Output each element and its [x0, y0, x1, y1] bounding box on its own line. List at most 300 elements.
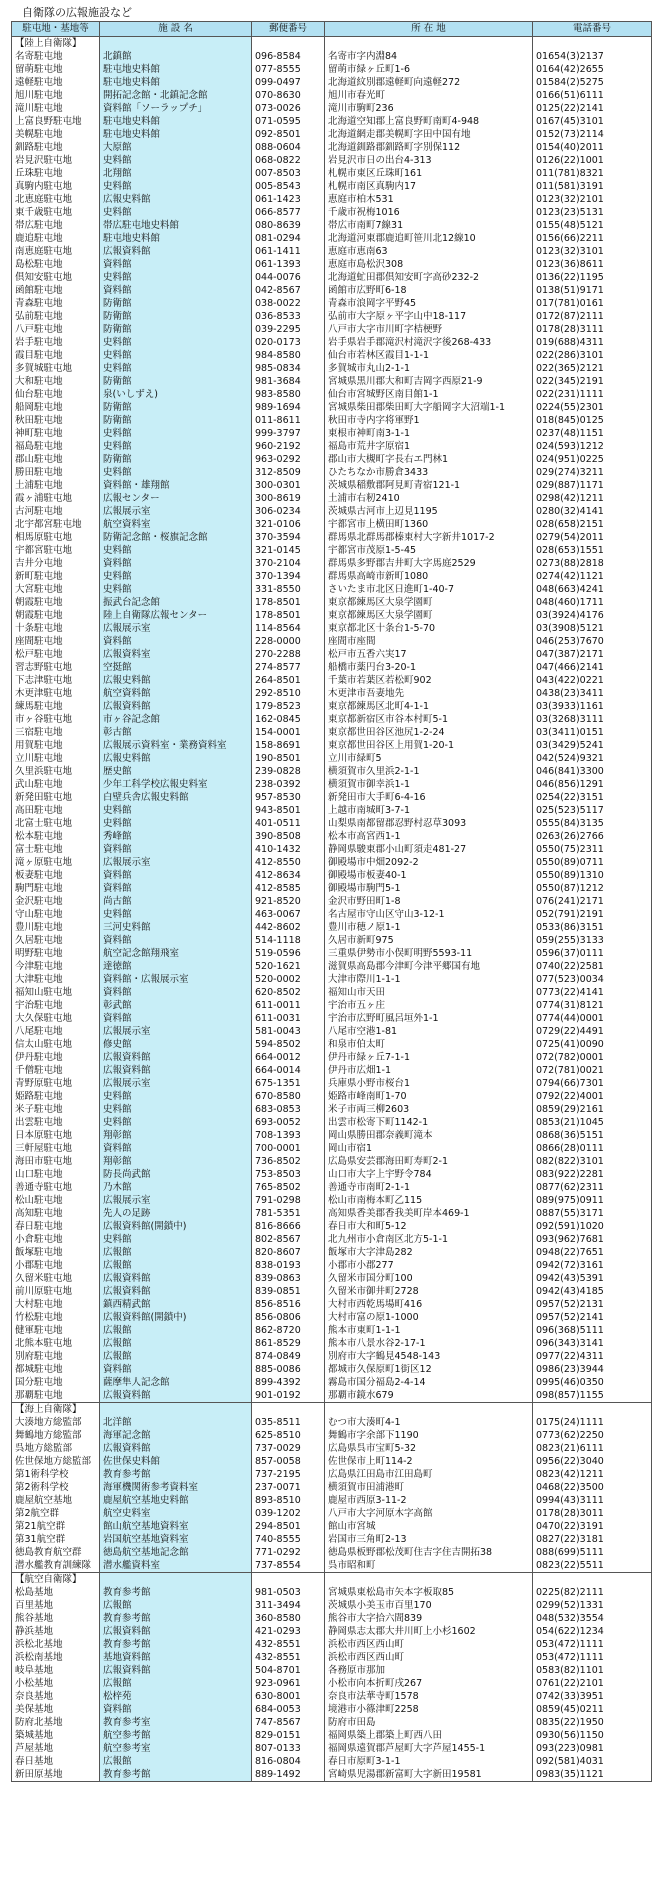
phone-cell: 022(231)1111: [533, 388, 652, 401]
address-cell: 岩見沢市日の出台4-313: [325, 154, 533, 167]
address-cell: 境港市小篠津町2258: [325, 1703, 533, 1716]
base-name-cell: 名寄駐屯地: [12, 50, 100, 63]
base-name-cell: 奈良基地: [12, 1690, 100, 1703]
postal-code-cell: 899-4392: [252, 1376, 325, 1389]
base-name-cell: 舞鶴地方総監部: [12, 1429, 100, 1442]
postal-code-cell: 036-8533: [252, 310, 325, 323]
base-name-cell: 駒門駐屯地: [12, 882, 100, 895]
phone-cell: 0166(51)6111: [533, 89, 652, 102]
base-name-cell: 高知駐屯地: [12, 1207, 100, 1220]
facility-name-cell: 史料館: [100, 583, 252, 596]
facility-name-cell: 館山航空基地資料室: [100, 1520, 252, 1533]
table-row: [12, 1651, 652, 1664]
table-row: [12, 1742, 652, 1755]
facility-name-cell: 広報館: [100, 1755, 252, 1768]
phone-cell: 0823(21)6111: [533, 1442, 652, 1455]
postal-code-cell: 412-8585: [252, 882, 325, 895]
table-row: [12, 531, 652, 544]
base-name-cell: 帯広駐屯地: [12, 219, 100, 232]
postal-code-cell: 237-0071: [252, 1481, 325, 1494]
address-cell: 館山市宮城: [325, 1520, 533, 1533]
base-name-cell: 船岡駐屯地: [12, 401, 100, 414]
phone-cell: 053(472)1111: [533, 1651, 652, 1664]
table-row: [12, 1363, 652, 1376]
phone-cell: 03(3429)5241: [533, 739, 652, 752]
phone-cell: 043(422)0221: [533, 674, 652, 687]
base-name-cell: 朝霞駐屯地: [12, 609, 100, 622]
table-row: [12, 466, 652, 479]
postal-code-cell: 321-0145: [252, 544, 325, 557]
facility-name-cell: 資料館: [100, 1012, 252, 1025]
postal-code-cell: 736-8502: [252, 1155, 325, 1168]
base-name-cell: 吉井分屯地: [12, 557, 100, 570]
facility-name-cell: 広報資料室: [100, 648, 252, 661]
base-name-cell: 伊丹駐屯地: [12, 1051, 100, 1064]
table-row: [12, 336, 652, 349]
address-cell: 出雲市松寄下町1142-1: [325, 1116, 533, 1129]
phone-cell: 077(523)0034: [533, 973, 652, 986]
facility-name-cell: 翔彰館: [100, 1129, 252, 1142]
table-row: [12, 1324, 652, 1337]
base-name-cell: 北富士駐屯地: [12, 817, 100, 830]
facility-name-cell: 航空史料室: [100, 1507, 252, 1520]
base-name-cell: 久居駐屯地: [12, 934, 100, 947]
table-row: [12, 141, 652, 154]
base-name-cell: 大久保駐屯地: [12, 1012, 100, 1025]
phone-cell: 028(658)2151: [533, 518, 652, 531]
phone-cell: 0583(82)1101: [533, 1664, 652, 1677]
facility-name-cell: 教育参考館: [100, 1638, 252, 1651]
postal-code-cell: 238-0392: [252, 778, 325, 791]
facility-name-cell: 史料館: [100, 206, 252, 219]
table-row: [12, 830, 652, 843]
postal-code-cell: 370-1394: [252, 570, 325, 583]
base-name-cell: 北恵庭駐屯地: [12, 193, 100, 206]
table-row: [12, 1494, 652, 1507]
address-cell: 鹿屋市西原3-11-2: [325, 1494, 533, 1507]
address-cell: 霧島市国分福島2-4-14: [325, 1376, 533, 1389]
base-name-cell: 郡山駐屯地: [12, 453, 100, 466]
facility-name-cell: 航空参考室: [100, 1742, 252, 1755]
facility-name-cell: 史料館: [100, 440, 252, 453]
address-cell: 千葉市若葉区若松町902: [325, 674, 533, 687]
address-cell: 那覇市鏡水679: [325, 1389, 533, 1403]
facility-name-cell: 広報館: [100, 1324, 252, 1337]
postal-code-cell: 581-0043: [252, 1025, 325, 1038]
address-cell: 宇治市五ヶ庄: [325, 999, 533, 1012]
address-cell: 大村市西乾馬場町416: [325, 1298, 533, 1311]
address-cell: 宇都宮市上横田町1360: [325, 518, 533, 531]
table-row: [12, 505, 652, 518]
address-cell: 山梨県南都留郡忍野村忍草3093: [325, 817, 533, 830]
phone-cell: 0136(22)1195: [533, 271, 652, 284]
table-row: [12, 895, 652, 908]
facility-name-cell: 北翔館: [100, 167, 252, 180]
address-cell: 各務原市那加: [325, 1664, 533, 1677]
postal-code-cell: 923-0961: [252, 1677, 325, 1690]
base-name-cell: 松島基地: [12, 1586, 100, 1599]
postal-code-cell: 747-8567: [252, 1716, 325, 1729]
postal-code-cell: 154-0001: [252, 726, 325, 739]
address-cell: 福島市荒井字原宿1: [325, 440, 533, 453]
section-empty-cell: [325, 1403, 533, 1417]
address-cell: 都城市久保原町1街区12: [325, 1363, 533, 1376]
postal-code-cell: 038-0022: [252, 297, 325, 310]
postal-code-cell: 300-8619: [252, 492, 325, 505]
phone-cell: 011(581)3191: [533, 180, 652, 193]
phone-cell: 03(3924)4176: [533, 609, 652, 622]
column-header-base: 駐屯地・基地等: [12, 22, 100, 37]
facility-name-cell: 三河史料館: [100, 921, 252, 934]
facility-name-cell: 広報資料館(開鎖中): [100, 1311, 252, 1324]
base-name-cell: 小倉駐屯地: [12, 1233, 100, 1246]
base-name-cell: 弘前駐屯地: [12, 310, 100, 323]
postal-code-cell: 061-1393: [252, 258, 325, 271]
address-cell: 北海道虻田郡倶知安町字高砂232-2: [325, 271, 533, 284]
base-name-cell: 神町駐屯地: [12, 427, 100, 440]
base-name-cell: 習志野駐屯地: [12, 661, 100, 674]
postal-code-cell: 432-8551: [252, 1651, 325, 1664]
phone-cell: 0887(55)3171: [533, 1207, 652, 1220]
phone-cell: 046(841)3300: [533, 765, 652, 778]
phone-cell: 0555(84)3135: [533, 817, 652, 830]
phone-cell: 0154(40)2011: [533, 141, 652, 154]
base-name-cell: 八戸駐屯地: [12, 323, 100, 336]
phone-cell: 0123(32)2101: [533, 193, 652, 206]
phone-cell: 0835(22)1950: [533, 1716, 652, 1729]
postal-code-cell: 960-2192: [252, 440, 325, 453]
phone-cell: 0125(22)2141: [533, 102, 652, 115]
table-row: [12, 1586, 652, 1599]
table-row: [12, 687, 652, 700]
facility-name-cell: 防衛館: [100, 401, 252, 414]
postal-code-cell: 080-8639: [252, 219, 325, 232]
phone-cell: 0823(42)1211: [533, 1468, 652, 1481]
address-cell: 滝川市駒町236: [325, 102, 533, 115]
address-cell: 横須賀市御幸浜1-1: [325, 778, 533, 791]
base-name-cell: 多賀城駐屯地: [12, 362, 100, 375]
postal-code-cell: 771-0292: [252, 1546, 325, 1559]
base-name-cell: 小郡駐屯地: [12, 1259, 100, 1272]
facility-name-cell: 広報展示室: [100, 505, 252, 518]
base-name-cell: 留萌駐屯地: [12, 63, 100, 76]
phone-cell: 0126(22)1001: [533, 154, 652, 167]
table-row: [12, 713, 652, 726]
phone-cell: 0254(22)3151: [533, 791, 652, 804]
table-row: [12, 739, 652, 752]
postal-code-cell: 042-8567: [252, 284, 325, 297]
table-row: [12, 440, 652, 453]
table-row: [12, 609, 652, 622]
facility-name-cell: 徳島航空基地記念館: [100, 1546, 252, 1559]
table-row: [12, 219, 652, 232]
postal-code-cell: 802-8567: [252, 1233, 325, 1246]
phone-cell: 098(857)1155: [533, 1389, 652, 1403]
address-cell: 名寄市字内淵84: [325, 50, 533, 63]
facility-name-cell: 広報資料館: [100, 245, 252, 258]
phone-cell: 0273(88)2818: [533, 557, 652, 570]
phone-cell: 0866(28)0111: [533, 1142, 652, 1155]
phone-cell: 0986(23)3944: [533, 1363, 652, 1376]
base-name-cell: 鹿屋航空基地: [12, 1494, 100, 1507]
facility-name-cell: 資料館・広報展示室: [100, 973, 252, 986]
postal-code-cell: 983-8580: [252, 388, 325, 401]
table-row: [12, 50, 652, 63]
facility-name-cell: 広報資料館: [100, 1064, 252, 1077]
postal-code-cell: 839-0851: [252, 1285, 325, 1298]
phone-cell: 0155(48)5121: [533, 219, 652, 232]
address-cell: 東京都練馬区大泉学園町: [325, 609, 533, 622]
table-row: [12, 1638, 652, 1651]
base-name-cell: 滝ヶ原駐屯地: [12, 856, 100, 869]
facility-name-cell: 資料館: [100, 1142, 252, 1155]
postal-code-cell: 300-0301: [252, 479, 325, 492]
table-row: [12, 1729, 652, 1742]
facility-name-cell: 基地資料館: [100, 1651, 252, 1664]
phone-cell: 0438(23)3411: [533, 687, 652, 700]
phone-cell: 0930(56)1150: [533, 1729, 652, 1742]
column-header-phone: 電話番号: [533, 22, 652, 37]
table-row: [12, 882, 652, 895]
table-row: [12, 1285, 652, 1298]
postal-code-cell: 862-8720: [252, 1324, 325, 1337]
facility-name-cell: 教育参考室: [100, 1716, 252, 1729]
phone-cell: 093(962)7681: [533, 1233, 652, 1246]
phone-cell: 0164(42)2655: [533, 63, 652, 76]
address-cell: 久留米市国分町100: [325, 1272, 533, 1285]
base-name-cell: 立川駐屯地: [12, 752, 100, 765]
document-title: 自衛隊の広報施設など: [22, 6, 132, 19]
base-name-cell: 青野原駐屯地: [12, 1077, 100, 1090]
address-cell: 横須賀市田浦港町: [325, 1481, 533, 1494]
postal-code-cell: 239-0828: [252, 765, 325, 778]
table-row: [12, 1246, 652, 1259]
postal-code-cell: 463-0067: [252, 908, 325, 921]
facility-name-cell: 防衛館: [100, 453, 252, 466]
phone-cell: 0827(22)3181: [533, 1533, 652, 1546]
postal-code-cell: 791-0298: [252, 1194, 325, 1207]
facility-name-cell: 鹿屋航空基地史料館: [100, 1494, 252, 1507]
base-name-cell: 出雲駐屯地: [12, 1116, 100, 1129]
facility-name-cell: 薩摩隼人記念館: [100, 1376, 252, 1389]
postal-code-cell: 158-8691: [252, 739, 325, 752]
postal-code-cell: 321-0106: [252, 518, 325, 531]
table-row: [12, 401, 652, 414]
address-cell: 静岡県志太郡大井川町上小杉1602: [325, 1625, 533, 1638]
postal-code-cell: 370-3594: [252, 531, 325, 544]
phone-cell: 0550(89)1310: [533, 869, 652, 882]
base-name-cell: 座間駐屯地: [12, 635, 100, 648]
postal-code-cell: 816-8666: [252, 1220, 325, 1233]
table-row: [12, 1546, 652, 1559]
phone-cell: 052(791)2191: [533, 908, 652, 921]
address-cell: ひたちなか市勝倉3433: [325, 466, 533, 479]
facility-name-cell: 広報資料館: [100, 700, 252, 713]
phone-cell: 072(782)0001: [533, 1051, 652, 1064]
section-header-row: [12, 1573, 652, 1587]
table-row: [12, 752, 652, 765]
facility-name-cell: 史料館: [100, 349, 252, 362]
table-row: [12, 947, 652, 960]
address-cell: 仙台市若林区霞目1-1-1: [325, 349, 533, 362]
address-cell: 旭川市春光町: [325, 89, 533, 102]
facility-name-cell: 史料館: [100, 466, 252, 479]
address-cell: 横須賀市久里浜2-1-1: [325, 765, 533, 778]
table-row: [12, 362, 652, 375]
table-row: [12, 622, 652, 635]
phone-cell: 03(3908)5121: [533, 622, 652, 635]
base-name-cell: 北宇都宮駐屯地: [12, 518, 100, 531]
base-name-cell: 防府北基地: [12, 1716, 100, 1729]
postal-code-cell: 989-1694: [252, 401, 325, 414]
phone-cell: 0742(33)3951: [533, 1690, 652, 1703]
base-name-cell: 別府駐屯地: [12, 1350, 100, 1363]
table-row: [12, 1116, 652, 1129]
phone-cell: 0533(86)3151: [533, 921, 652, 934]
table-row: [12, 128, 652, 141]
facility-name-cell: 防衛館: [100, 414, 252, 427]
postal-code-cell: 274-8577: [252, 661, 325, 674]
facility-name-cell: 駐屯地史料館: [100, 115, 252, 128]
phone-cell: 0172(87)2111: [533, 310, 652, 323]
phone-cell: 0729(22)4491: [533, 1025, 652, 1038]
facility-name-cell: 資料館「ソーラップチ」: [100, 102, 252, 115]
base-name-cell: 築城基地: [12, 1729, 100, 1742]
postal-code-cell: 857-0058: [252, 1455, 325, 1468]
phone-cell: 093(223)0981: [533, 1742, 652, 1755]
base-name-cell: 芦屋基地: [12, 1742, 100, 1755]
base-name-cell: 真駒内駐屯地: [12, 180, 100, 193]
table-row: [12, 375, 652, 388]
base-name-cell: 宇都宮駐屯地: [12, 544, 100, 557]
facility-name-cell: 教育参考館: [100, 1586, 252, 1599]
postal-code-cell: 889-1492: [252, 1768, 325, 1782]
base-name-cell: 下志津駐屯地: [12, 674, 100, 687]
phone-cell: 072(781)0021: [533, 1064, 652, 1077]
facility-name-cell: 航空資料館: [100, 687, 252, 700]
address-cell: 御殿場市板妻40-1: [325, 869, 533, 882]
base-name-cell: 信太山駐屯地: [12, 1038, 100, 1051]
base-name-cell: 松戸駐屯地: [12, 648, 100, 661]
table-row: [12, 1077, 652, 1090]
base-name-cell: 守山駐屯地: [12, 908, 100, 921]
facility-name-cell: 資料館: [100, 258, 252, 271]
table-row: [12, 1012, 652, 1025]
table-row: [12, 414, 652, 427]
address-cell: 北海道紋別郡遠軽町向遠軽272: [325, 76, 533, 89]
base-name-cell: 佐世保地方総監部: [12, 1455, 100, 1468]
address-cell: 仙台市宮城野区南目館1-1: [325, 388, 533, 401]
phone-cell: 0123(36)8611: [533, 258, 652, 271]
postal-code-cell: 807-0133: [252, 1742, 325, 1755]
base-name-cell: 海田市駐屯地: [12, 1155, 100, 1168]
facility-name-cell: 広報館: [100, 1677, 252, 1690]
section-label: 【海上自衛隊】: [12, 1403, 100, 1417]
facility-name-cell: 史料館: [100, 544, 252, 557]
phone-cell: 0123(23)5131: [533, 206, 652, 219]
address-cell: 八戸市大字市川町字桔梗野: [325, 323, 533, 336]
facility-name-cell: 防衛館: [100, 375, 252, 388]
facility-name-cell: 陸上自衛隊広報センター: [100, 609, 252, 622]
facility-name-cell: 駐屯地史料館: [100, 232, 252, 245]
facility-name-cell: 航空資料室: [100, 518, 252, 531]
postal-code-cell: 611-0031: [252, 1012, 325, 1025]
table-row: [12, 570, 652, 583]
postal-code-cell: 410-1432: [252, 843, 325, 856]
base-name-cell: 丘珠駐屯地: [12, 167, 100, 180]
base-name-cell: 木更津駐屯地: [12, 687, 100, 700]
postal-code-cell: 981-0503: [252, 1586, 325, 1599]
address-cell: 奈良市法華寺町1578: [325, 1690, 533, 1703]
base-name-cell: 美幌駐屯地: [12, 128, 100, 141]
address-cell: 帯広市南町7線31: [325, 219, 533, 232]
table-row: [12, 1337, 652, 1350]
table-row: [12, 856, 652, 869]
table-row: [12, 167, 652, 180]
address-cell: 秋田市寺内字将軍野1: [325, 414, 533, 427]
facility-name-cell: 広報館: [100, 1246, 252, 1259]
base-name-cell: 第2航空群: [12, 1507, 100, 1520]
section-empty-cell: [100, 37, 252, 51]
table-row: [12, 583, 652, 596]
address-cell: 浜松市西区西山町: [325, 1651, 533, 1664]
base-name-cell: 姫路駐屯地: [12, 1090, 100, 1103]
address-cell: 松戸市五香六実17: [325, 648, 533, 661]
postal-code-cell: 073-0026: [252, 102, 325, 115]
postal-code-cell: 874-0849: [252, 1350, 325, 1363]
phone-cell: 042(524)9321: [533, 752, 652, 765]
phone-cell: 0237(48)1151: [533, 427, 652, 440]
phone-cell: 0957(52)2131: [533, 1298, 652, 1311]
table-row: [12, 1298, 652, 1311]
postal-code-cell: 044-0076: [252, 271, 325, 284]
address-cell: 福知山市天田: [325, 986, 533, 999]
address-cell: 群馬県多野郡吉井町大字馬庭2529: [325, 557, 533, 570]
base-name-cell: 米子駐屯地: [12, 1103, 100, 1116]
base-name-cell: 松本駐屯地: [12, 830, 100, 843]
table-row: [12, 960, 652, 973]
address-cell: 東京都世田谷区上用賀1-20-1: [325, 739, 533, 752]
base-name-cell: 北熊本駐屯地: [12, 1337, 100, 1350]
postal-code-cell: 921-8520: [252, 895, 325, 908]
facility-name-cell: 資料館: [100, 1703, 252, 1716]
base-name-cell: 市ヶ谷駐屯地: [12, 713, 100, 726]
facility-name-cell: 開拓記念館・北鎮記念館: [100, 89, 252, 102]
postal-code-cell: 504-8701: [252, 1664, 325, 1677]
address-cell: 伊丹市広畑1-1: [325, 1064, 533, 1077]
table-row: [12, 596, 652, 609]
facility-name-cell: 資料館・雄翔館: [100, 479, 252, 492]
facility-name-cell: 教育参考館: [100, 1612, 252, 1625]
postal-code-cell: 820-8607: [252, 1246, 325, 1259]
postal-code-cell: 611-0011: [252, 999, 325, 1012]
address-cell: 春日市原町3-1-1: [325, 1755, 533, 1768]
facility-name-cell: 広報資料館: [100, 1285, 252, 1298]
address-cell: 福岡県遠賀郡芦屋町大字芦屋1455-1: [325, 1742, 533, 1755]
facility-name-cell: 達徳館: [100, 960, 252, 973]
facility-name-cell: 広報センター: [100, 492, 252, 505]
base-name-cell: 倶知安駐屯地: [12, 271, 100, 284]
table-row: [12, 986, 652, 999]
facility-name-cell: 史料館: [100, 336, 252, 349]
address-cell: 北海道空知郡上富良野町南町4-948: [325, 115, 533, 128]
phone-cell: 0774(31)8121: [533, 999, 652, 1012]
table-header-row: [12, 22, 652, 37]
base-name-cell: 日本原駐屯地: [12, 1129, 100, 1142]
facility-name-cell: 広報史料館: [100, 193, 252, 206]
phone-cell: 096(368)5111: [533, 1324, 652, 1337]
base-name-cell: 山口駐屯地: [12, 1168, 100, 1181]
